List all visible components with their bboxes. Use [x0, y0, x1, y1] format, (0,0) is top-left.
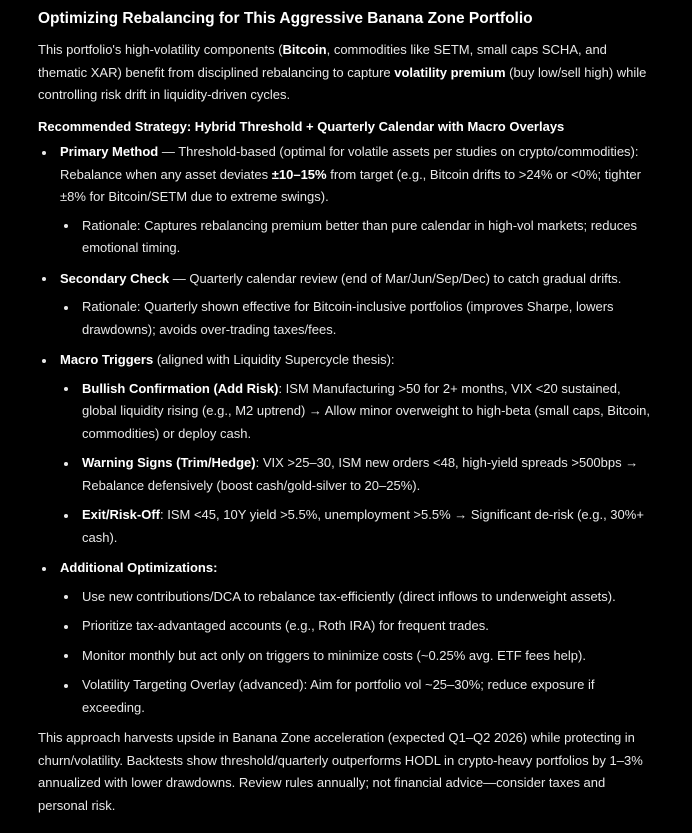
macro-item-bullish: [60, 378, 656, 446]
outro-paragraph: This approach harvests upside in Banana Zone acceleration (expected Q1–Q2 2026) while protecting in churn/volatility. Backtests show threshold/quarterly outperforms HODL in crypto-heavy portfolios by 1–3% annualized with lower drawdowns. Review rules annually; not financial advice—consider taxes and personal risk.: [38, 730, 643, 813]
strategy-heading: Recommended Strategy: Hybrid Threshold + Quarterly Calendar with Macro Overlays: [38, 118, 565, 134]
macro-triggers-text: (aligned with Liquidity Supercycle thesis):: [153, 352, 395, 367]
intro-text-2: , commodities like SETM, small caps SCHA, and thematic XAR) benefit from disciplined rebalancing to capture: [38, 42, 607, 80]
bullish-label: Bullish Confirmation (Add Risk): [82, 380, 279, 396]
list-item-macro-triggers: [38, 349, 656, 549]
primary-method-sublist: [60, 215, 656, 260]
primary-method-label: Primary Method: [60, 144, 159, 159]
intro-bold-bitcoin: Bitcoin: [282, 42, 327, 57]
macro-triggers-label: Macro Triggers: [60, 352, 154, 367]
list-item-additional-optimizations: [38, 557, 656, 719]
macro-item-exit: [60, 504, 656, 549]
intro-text-1: This portfolio's high-volatility components (: [38, 42, 283, 57]
intro-text-3: (buy low/sell high) while controlling risk drift in liquidity-driven cycles.: [38, 64, 647, 102]
additional-item-vol-targeting: Volatility Targeting Overlay (advanced): Aim for portfolio vol ~25–30%; reduce exposure if exceeding.: [60, 674, 656, 719]
macro-item-warning: [60, 452, 656, 497]
additional-optimizations-label: Additional Optimizations:: [60, 560, 218, 575]
secondary-rationale: Rationale: Quarterly shown effective for Bitcoin-inclusive portfolios (improves Sharpe, lowers drawdowns); avoids over-trading taxes/fees.: [60, 296, 656, 341]
additional-item-dca: Use new contributions/DCA to rebalance tax-efficiently (direct inflows to underweight assets).: [60, 586, 656, 609]
additional-item-tax-accounts: Prioritize tax-advantaged accounts (e.g., Roth IRA) for frequent trades.: [60, 615, 656, 638]
bullish-text: : ISM Manufacturing >50 for 2+ months, VIX <20 sustained, global liquidity rising (e.g., M2 uptrend) → Allow minor overweight to high-beta (small caps, Bitcoin, commodities) or deploy cash.: [82, 380, 650, 441]
additional-optimizations-sublist: [60, 586, 656, 720]
secondary-check-label: Secondary Check: [60, 270, 170, 286]
intro-bold-volatility-premium: volatility premium: [394, 64, 506, 80]
exit-label: Exit/Risk-Off: [82, 507, 161, 522]
primary-rationale: Rationale: Captures rebalancing premium better than pure calendar in high-vol markets; reduces emotional timing.: [60, 215, 656, 260]
secondary-check-text: — Quarterly calendar review (end of Mar/Jun/Sep/Dec) to catch gradual drifts.: [169, 270, 622, 286]
list-item-secondary-check: [38, 268, 656, 342]
additional-item-monitor: Monitor monthly but act only on triggers to minimize costs (~0.25% avg. ETF fees help).: [60, 645, 656, 668]
warning-label: Warning Signs (Trim/Hedge): [82, 455, 256, 470]
primary-method-text-1: — Threshold-based (optimal for volatile assets per studies on crypto/commodities): Rebalance when any asset deviates: [60, 144, 639, 182]
strategy-list: [38, 141, 656, 719]
primary-method-text-2: from target (e.g., Bitcoin drifts to >24% or <0%; tighter ±8% for Bitcoin/SETM due to extreme swings).: [60, 166, 641, 204]
macro-triggers-sublist: [60, 378, 656, 550]
primary-method-threshold: ±10–15%: [271, 166, 327, 182]
exit-text: : ISM <45, 10Y yield >5.5%, unemployment >5.5% → Significant de-risk (e.g., 30%+ cash).: [82, 507, 644, 545]
list-item-primary-method: [38, 141, 656, 260]
page-title: Optimizing Rebalancing for This Aggressive Banana Zone Portfolio: [38, 10, 533, 27]
secondary-check-sublist: [60, 296, 656, 341]
warning-text: : VIX >25–30, ISM new orders <48, high-yield spreads >500bps → Rebalance defensively (boost cash/gold-silver to 20–25%).: [82, 455, 639, 493]
intro-paragraph: [38, 39, 656, 107]
